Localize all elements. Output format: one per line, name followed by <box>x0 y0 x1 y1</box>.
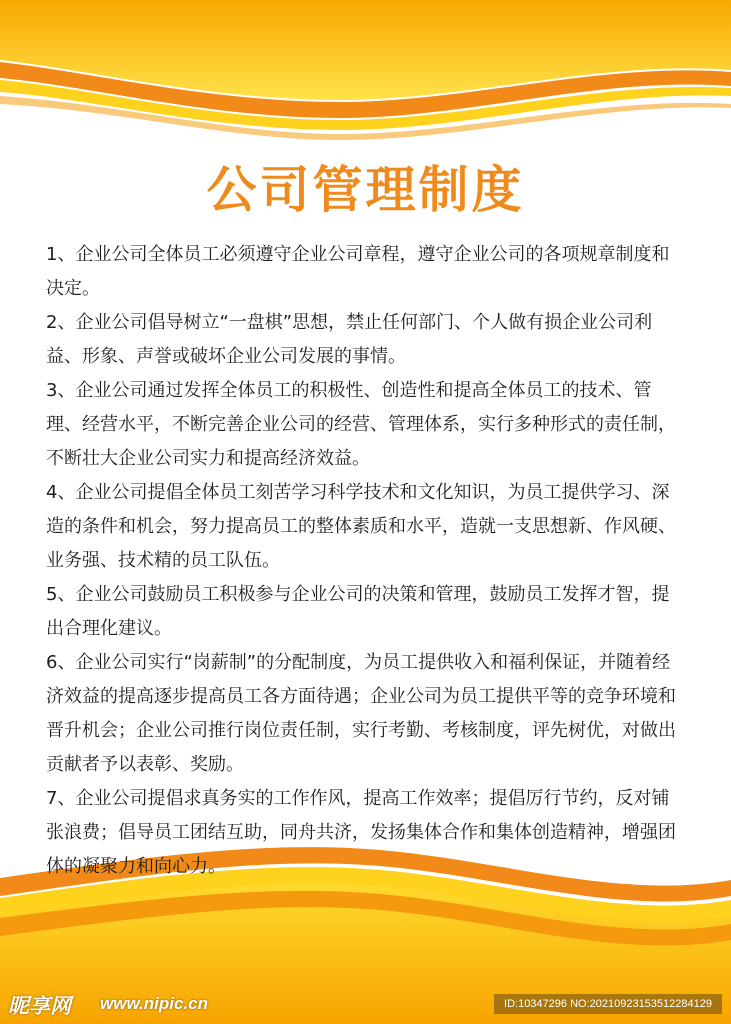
page-title: 公司管理制度 <box>206 161 525 219</box>
rules-list <box>46 238 686 884</box>
top-wave-band <box>0 0 731 140</box>
rule-item: 7、企业公司提倡求真务实的工作作风，提高工作效率；提倡厉行节约，反对铺张浪费；倡导员工团结互助，同舟共济，发扬集体合作和集体创造精神，增强团体的凝聚力和向心力。 <box>46 788 676 877</box>
rule-item: 3、企业公司通过发挥全体员工的积极性、创造性和提高全体员工的技术、管理、经营水平，不断完善企业公司的经营、管理体系，实行多种形式的责任制，不断壮大企业公司实力和提高经济效益。 <box>46 380 676 469</box>
rule-item: 5、企业公司鼓励员工积极参与企业公司的决策和管理，鼓励员工发挥才智，提出合理化建议。 <box>46 584 670 639</box>
rule-item: 6、企业公司实行“岗薪制”的分配制度，为员工提供收入和福利保证，并随着经济效益的提高逐步提高员工各方面待遇；企业公司为员工提供平等的竞争环境和晋升机会；企业公司推行岗位责任制，实行考勤、考核制度，评先树优，对做出贡献者予以表彰、奖励。 <box>46 652 676 775</box>
watermark-url: www.nipic.cn <box>100 994 208 1013</box>
rule-item: 2、企业公司倡导树立“一盘棋”思想，禁止任何部门、个人做有损企业公司利益、形象、声誉或破坏企业公司发展的事情。 <box>46 312 653 367</box>
watermark-logo: 昵享网 <box>8 994 71 1018</box>
rule-item: 4、企业公司提倡全体员工刻苦学习科学技术和文化知识，为员工提供学习、深造的条件和机会，努力提高员工的整体素质和水平，造就一支思想新、作风硬、业务强、技术精的员工队伍。 <box>46 482 676 571</box>
rule-item: 1、企业公司全体员工必须遵守企业公司章程，遵守企业公司的各项规章制度和决定。 <box>46 244 670 299</box>
watermark-id: ID:10347296 NO:20210923153512284129 <box>494 994 722 1014</box>
